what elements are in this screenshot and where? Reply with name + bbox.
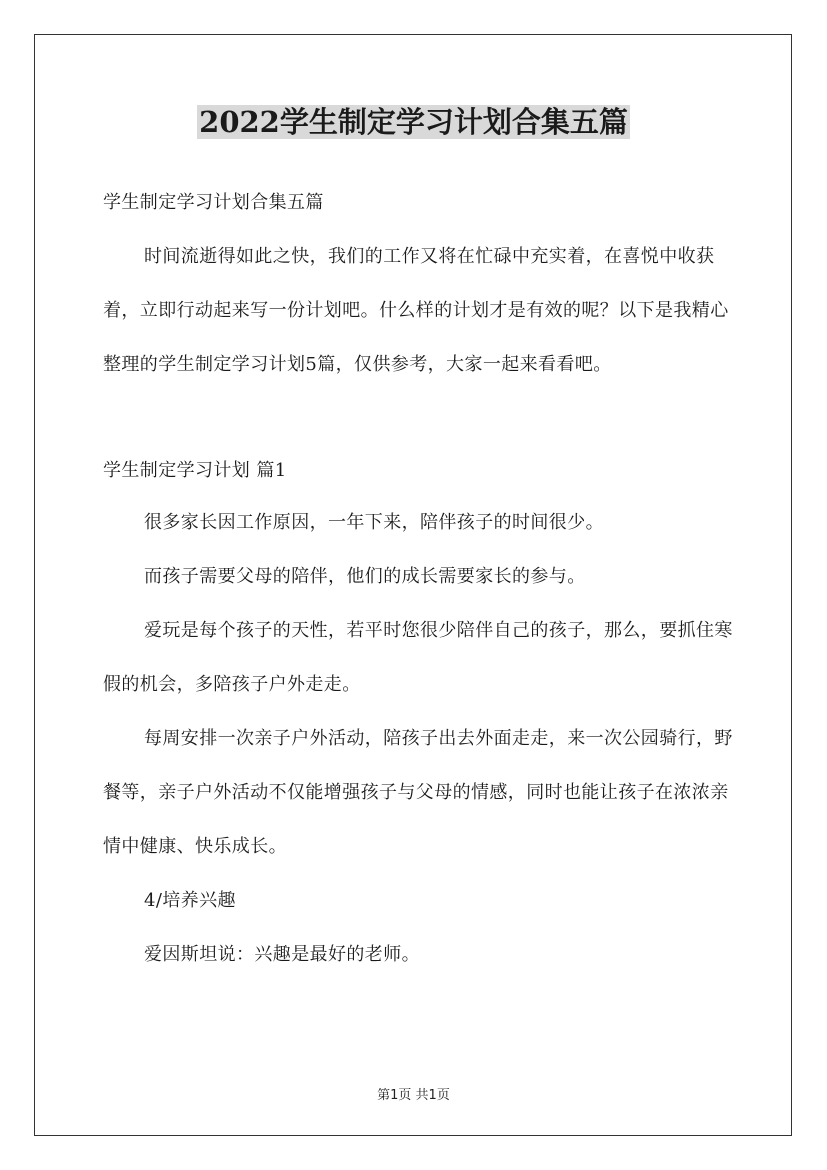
document-title <box>0 102 827 142</box>
body-paragraph: 很多家长因工作原因，一年下来，陪伴孩子的时间很少。 <box>144 512 604 533</box>
body-paragraph: 爱因斯坦说：兴趣是最好的老师。 <box>144 944 420 965</box>
document-title-text: 2022学生制定学习计划合集五篇 <box>199 105 628 139</box>
document-body <box>103 176 733 982</box>
body-paragraph: 而孩子需要父母的陪伴，他们的成长需要家长的参与。 <box>144 566 586 587</box>
section-spacer <box>103 392 733 446</box>
body-paragraph: 每周安排一次亲子户外活动，陪孩子出去外面走走，来一次公园骑行，野餐等，亲子户外活动不仅能增强孩子与父母的情感，同时也能让孩子在浓浓亲情中健康、快乐成长。 <box>103 728 733 857</box>
section-heading: 学生制定学习计划 篇1 <box>103 460 287 481</box>
body-paragraph: 爱玩是每个孩子的天性，若平时您很少陪伴自己的孩子，那么，要抓住寒假的机会，多陪孩子户外走走。 <box>103 620 733 695</box>
page-footer: 第1页 共1页 <box>377 1088 450 1103</box>
body-paragraph: 4/培养兴趣 <box>144 890 236 911</box>
subtitle-paragraph: 学生制定学习计划合集五篇 <box>103 192 324 213</box>
intro-paragraph: 时间流逝得如此之快，我们的工作又将在忙碌中充实着，在喜悦中收获着，立即行动起来写一份计划吧。什么样的计划才是有效的呢？以下是我精心整理的学生制定学习计划5篇，仅供参考，大家一起来看看吧。 <box>103 246 729 375</box>
